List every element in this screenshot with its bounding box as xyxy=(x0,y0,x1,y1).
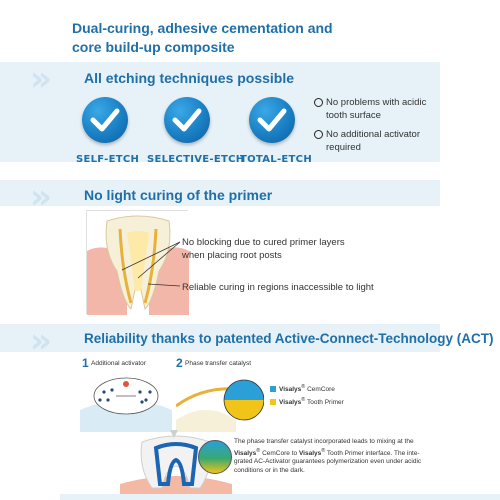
legend-swatch-primer xyxy=(270,399,276,405)
activator-illustration xyxy=(80,370,172,432)
legend-cemcore xyxy=(270,384,335,393)
check-icon xyxy=(82,97,128,143)
legend-cemcore-brand: Visalys xyxy=(279,386,302,394)
technique-self-etch: SELF-ETCH xyxy=(76,154,140,165)
mixing-circle xyxy=(198,440,232,474)
section-etching-title: All etching techniques possible xyxy=(84,70,295,86)
registered-mark: ® xyxy=(301,384,306,390)
annotation-root-posts xyxy=(182,236,345,262)
legend-swatch-cemcore xyxy=(270,386,276,392)
registered-mark: ® xyxy=(256,447,261,454)
note-part-2: CemCore to xyxy=(260,449,299,457)
legend-tooth-primer xyxy=(270,397,344,406)
headline-line-2: core build-up composite xyxy=(72,39,235,55)
note-brand-1: Visalys xyxy=(234,449,257,457)
bullet-activator xyxy=(314,128,444,154)
note-line-3: grated AC-Activator guarantees polymerization even under acidic xyxy=(234,458,422,466)
note-part-3: Tooth Primer interface. The inte- xyxy=(325,449,420,457)
chevron-icon: » xyxy=(30,59,52,99)
step-1-label: Additional activator xyxy=(91,360,146,367)
headline-line-1: Dual-curing, adhesive cementation and xyxy=(72,20,333,36)
legend-cemcore-suffix: CemCore xyxy=(307,386,335,394)
legend-primer-brand: Visalys xyxy=(279,399,302,407)
note-line-2 xyxy=(234,447,444,459)
chevron-icon: » xyxy=(30,321,52,361)
bullet-acidic-line-1: No problems with acidic xyxy=(326,97,427,108)
note-brand-2: Visalys xyxy=(298,449,322,457)
bullet-activator-line-2: required xyxy=(326,142,361,153)
step-2-label: Phase transfer catalyst xyxy=(185,360,252,367)
act-explanation-note xyxy=(234,438,444,475)
bottom-band xyxy=(60,494,500,500)
check-icon xyxy=(249,97,295,143)
section-act-title: Reliability thanks to patented Active-Connect-Technology (ACT) xyxy=(84,331,494,346)
annotation-root-posts-line-2: when placing root posts xyxy=(182,250,282,261)
bullet-activator-line-1: No additional activator xyxy=(326,129,420,140)
headline xyxy=(72,19,333,57)
step-1-number: 1 xyxy=(82,356,89,370)
note-line-4: conditions or in the dark. xyxy=(234,466,305,474)
registered-mark: ® xyxy=(301,397,306,403)
ring-bullet-icon xyxy=(314,130,323,139)
step-2-number: 2 xyxy=(176,356,183,370)
bullet-acidic xyxy=(314,96,444,122)
annotation-root-posts-line-1: No blocking due to cured primer layers xyxy=(182,237,345,248)
legend-primer-suffix: Tooth Primer xyxy=(306,399,344,407)
section-primer-title: No light curing of the primer xyxy=(84,187,273,203)
ring-bullet-icon xyxy=(314,98,323,107)
annotation-reliable-curing: Reliable curing in regions inaccessible to light xyxy=(182,282,374,293)
technique-total-etch: TOTAL-ETCH xyxy=(240,154,312,165)
check-icon xyxy=(164,97,210,143)
note-line-1: The phase transfer catalyst incorporated leads to mixing at the xyxy=(234,438,414,445)
catalyst-illustration xyxy=(176,370,264,432)
registered-mark: ® xyxy=(321,447,326,454)
technique-selective-etch: SELECTIVE-ETCH xyxy=(147,154,245,165)
leader-lines xyxy=(120,240,182,290)
bullet-acidic-line-2: tooth surface xyxy=(326,110,381,121)
chevron-icon: » xyxy=(30,177,52,217)
